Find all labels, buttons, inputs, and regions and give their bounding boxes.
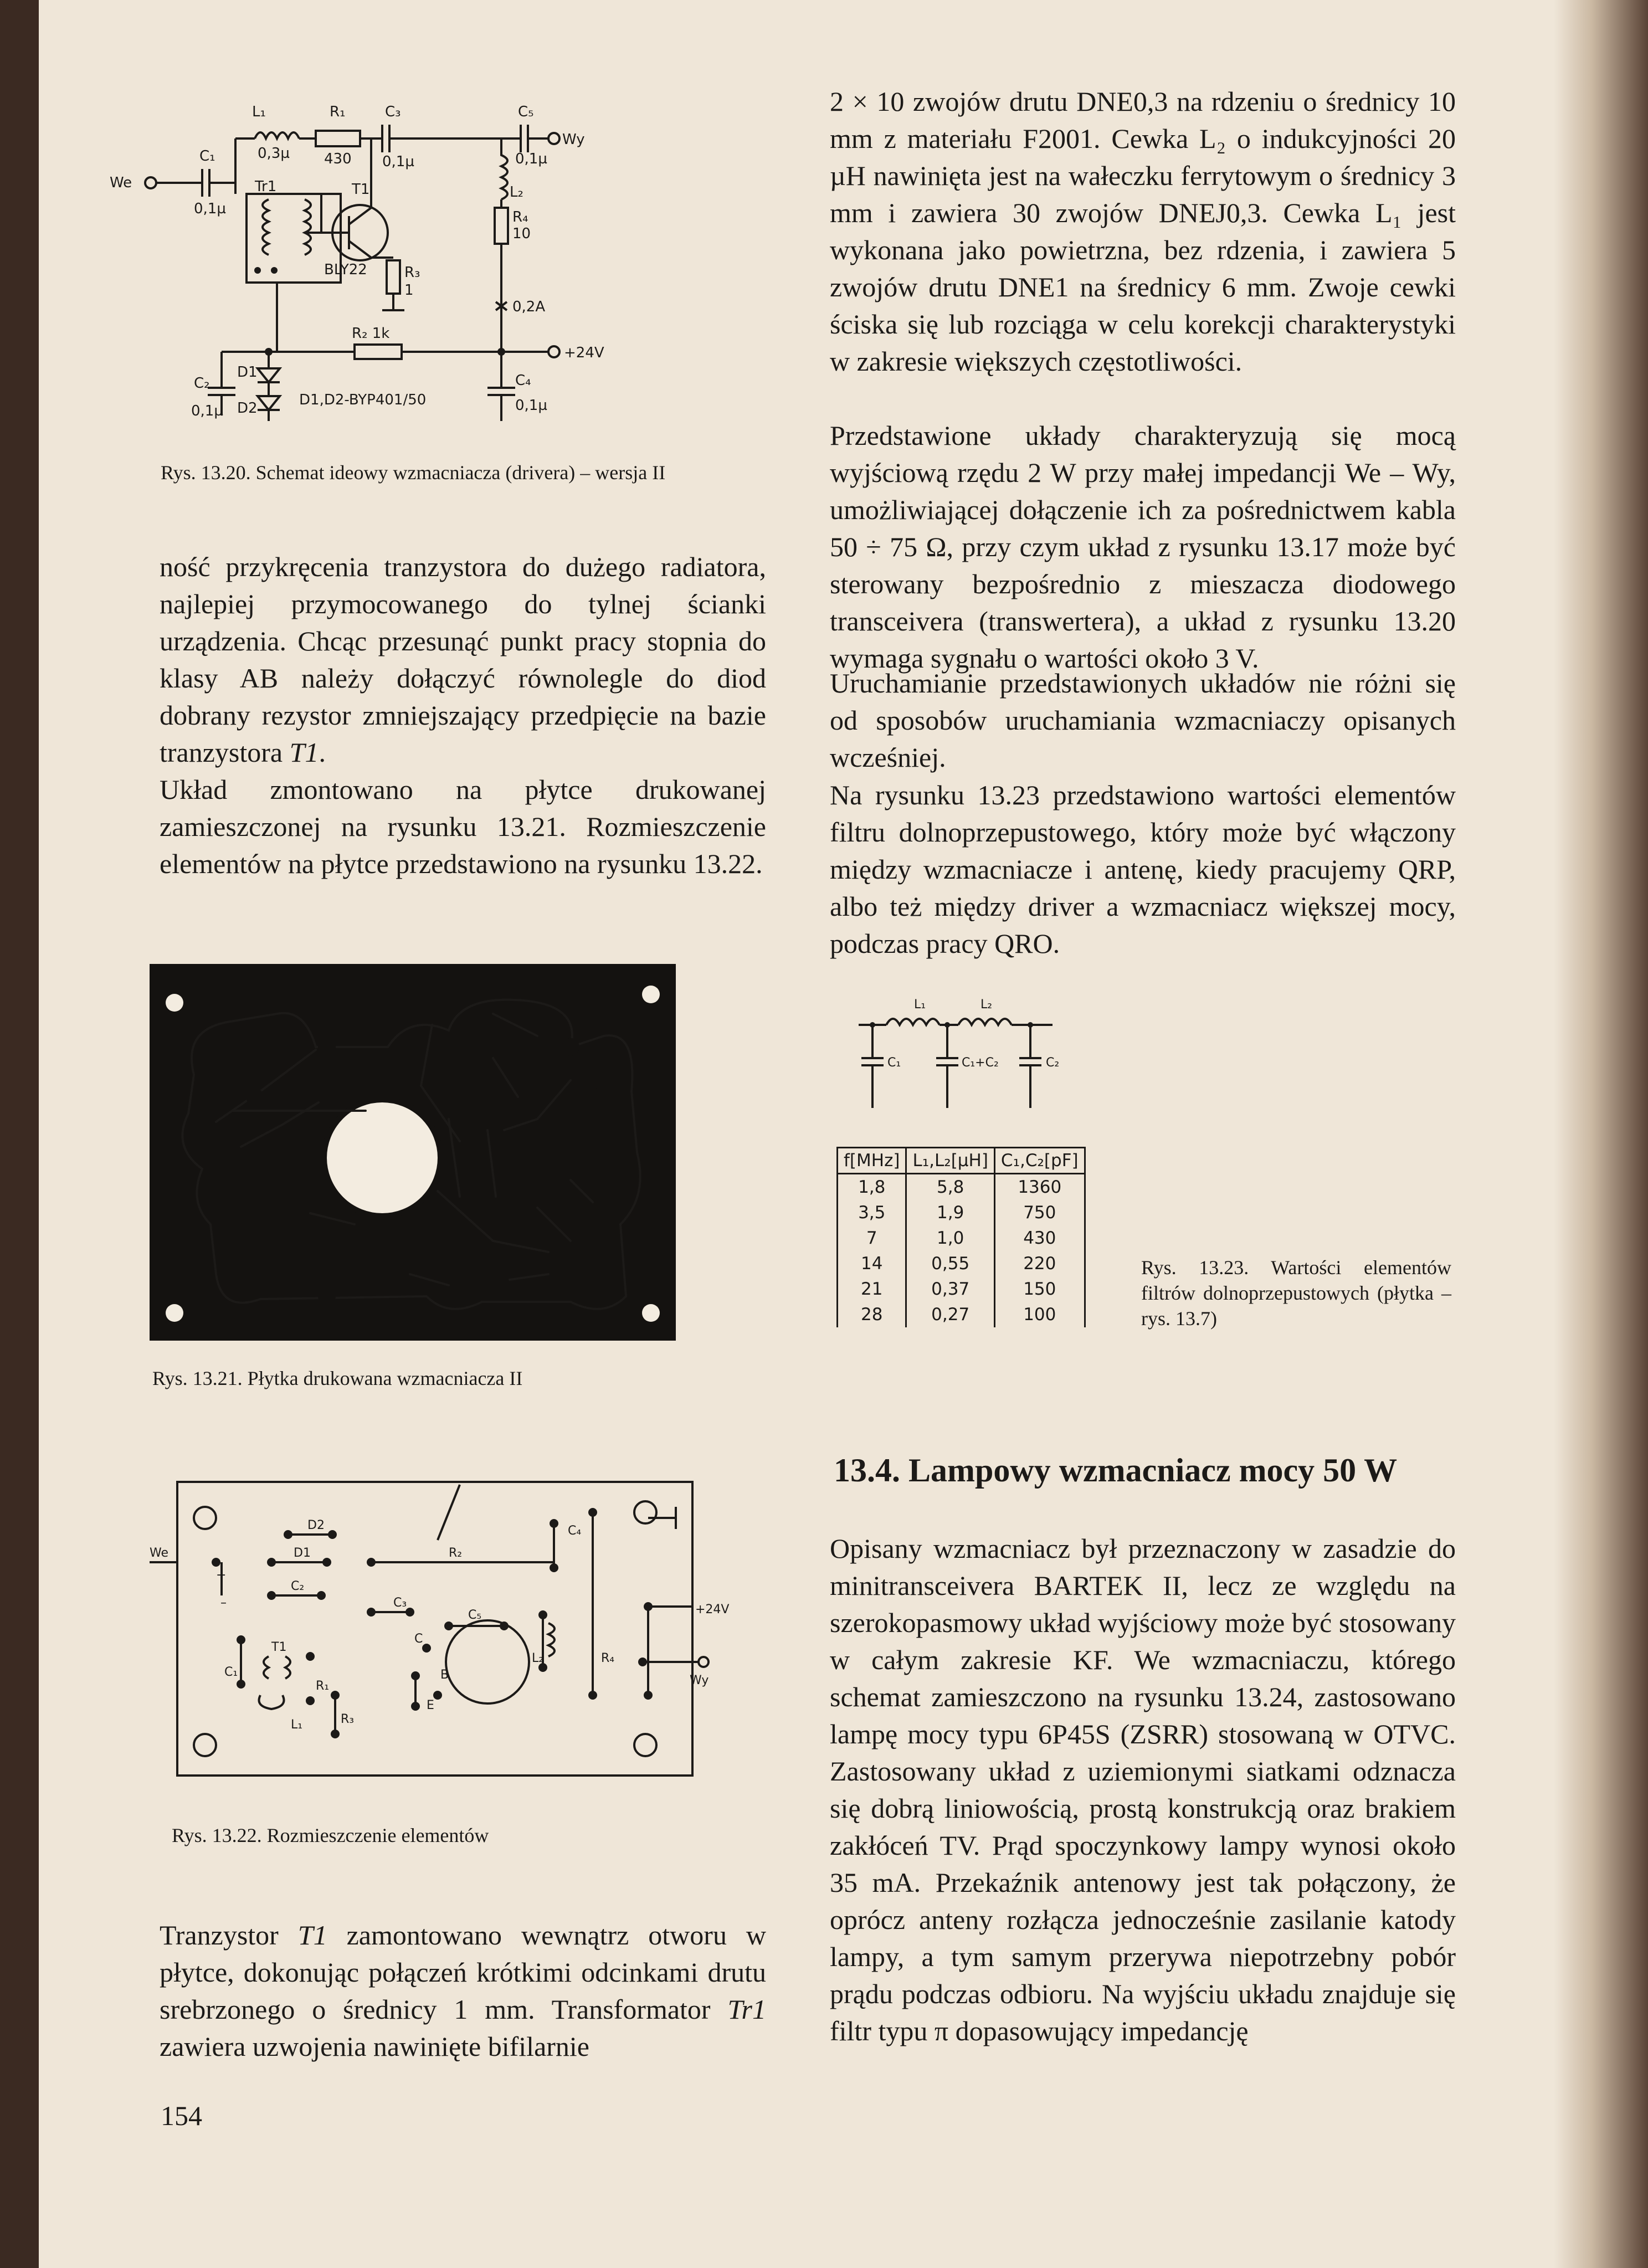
supply-terminal	[548, 346, 559, 357]
schematic-13-20	[110, 94, 615, 454]
left-paragraph-2: Układ zmontowano na płytce drukowanej zamieszczonej na rysunku 13.21. Rozmieszczenie elementów na płytce przedstawiono na rysunku 13.22.	[160, 774, 766, 879]
filter-label-c1: C₁	[887, 1056, 901, 1070]
filter-label-l2: L₂	[980, 998, 993, 1012]
label-r3: R₃	[404, 264, 420, 281]
label-r1: R₁	[330, 104, 346, 120]
layout-label-r3: R₃	[341, 1712, 355, 1726]
caption-13-20: Rys. 13.20. Schemat ideowy wzmacniacza (drivera) – wersja II	[161, 461, 666, 484]
layout-label-we: We	[150, 1546, 168, 1560]
layout-board-outline	[177, 1482, 692, 1776]
label-c2: C₂	[194, 375, 210, 392]
layout-label-c4: C₄	[568, 1524, 582, 1538]
label-r3-value: 1	[404, 282, 414, 299]
filter-coil-l2	[958, 1019, 1012, 1025]
layout-label-t1: T1	[271, 1640, 287, 1654]
caption-13-22: Rys. 13.22. Rozmieszczenie elementów	[172, 1824, 489, 1846]
label-wy: Wy	[562, 131, 585, 148]
layout-label-c2: C₂	[291, 1579, 305, 1593]
label-d2: D2	[237, 400, 258, 417]
right-paragraph-2: Przedstawione układy charakteryzują się mocą wyjściową rzędu 2 W przy małej impedancji We – Wy, umożliwiającej dołączenie ich za pośrednictwem kabla 50 ÷ 75 Ω, przy czym układ z rysunku 13.17 może być sterowany bezpośrednio z mieszacza diodowego transceivera (transwertera), a układ z rysunku 13.20 wymaga sygnału o wartości około 3 V.	[830, 420, 1456, 674]
layout-label-r4: R₄	[601, 1651, 615, 1665]
label-r4-value: 10	[512, 225, 531, 242]
layout-label-d1: D1	[294, 1546, 311, 1560]
layout-label-r2: R₂	[449, 1546, 463, 1560]
label-d1: D1	[237, 364, 258, 381]
label-c4-value: 0,1µ	[515, 397, 547, 414]
layout-label-e: E	[427, 1699, 434, 1712]
resistor-r3	[387, 260, 400, 294]
right-paragraph-4: Na rysunku 13.23 przedstawiono wartości elementów filtru dolnoprzepustowego, który może być włączony między wzmacniacze i antenę, kiedy pracujemy QRP, albo też między driver a wzmacniacz większej mocy, podczas pracy QRO.	[830, 779, 1456, 959]
right-paragraph-1: 2 × 10 zwojów drutu DNE0,3 na rdzeniu o średnicy 10 mm z materiału F2001. Cewka L₂ o indukcyjności 20 µH nawinięta jest na wałeczku ferrytowym o średnicy 3 mm i zawiera 30 zwojów DNEJ0,3. Cewka L₁ jest wykonana jako powietrzna, bez rdzenia, i zawiera 5 zwojów drutu DNE1 na średnicy 6 mm. Zwoje cewki ściska się lub rozciąga w celu korekcji charakterystyki w zakresie większych częstotliwości.	[830, 86, 1456, 377]
layout-label-r1: R₁	[316, 1679, 330, 1693]
coil-l1	[255, 132, 299, 138]
table-row: 21 0,37 150	[838, 1276, 1085, 1302]
layout-label-c: C	[414, 1632, 423, 1646]
label-tr1: Tr1	[255, 178, 277, 195]
left-paragraph-1: ność przykręcenia tranzystora do dużego radiatora, najlepiej przymocowanego do tylnej ścianki urządzenia. Chcąc przesunąć punkt pracy stopnia do klasy AB należy dołączyć równolegle do diod dobrany rezystor zmniejszający przedpięcie na bazie tranzystora T1.	[160, 551, 766, 768]
layout-label-wy: Wy	[690, 1674, 709, 1687]
layout-label-b: B	[440, 1668, 449, 1682]
layout-label-c5: C₅	[468, 1608, 482, 1622]
transistor-hole	[446, 1620, 529, 1703]
caption-13-21: Rys. 13.21. Płytka drukowana wzmacniacza II	[152, 1367, 523, 1389]
label-c1-value: 0,1µ	[194, 201, 226, 217]
input-terminal	[145, 177, 156, 188]
label-c1: C₁	[199, 148, 215, 165]
table-header-capacitance: C₁,C₂[pF]	[994, 1148, 1085, 1174]
table-row: 14 0,55 220	[838, 1251, 1085, 1276]
resistor-r4	[495, 208, 508, 244]
table-row: 3,5 1,9 750	[838, 1200, 1085, 1225]
layout-label-24v: +24V	[695, 1603, 730, 1617]
layout-label-l1: L₁	[291, 1718, 303, 1732]
pcb-13-21	[150, 964, 676, 1341]
left-paragraph-3: Tranzystor T1 zamontowano wewnątrz otworu w płytce, dokonując połączeń krótkimi odcinkami drutu srebrzonego o średnicy 1 mm. Transformator Tr1 zawiera uzwojenia nawinięte bifilarnie	[160, 1920, 767, 2062]
table-header-freq: f[MHz]	[838, 1148, 906, 1174]
filter-values-table	[836, 1147, 1086, 1327]
coil-l2	[501, 138, 507, 199]
table-row: 7 1,0 430	[838, 1225, 1085, 1251]
section-title: 13.4. Lampowy wzmacniacz mocy 50 W	[834, 1452, 1398, 1489]
label-we: We	[110, 175, 132, 191]
filter-coil-l1	[886, 1019, 939, 1025]
layout-label-c1: C₁	[224, 1665, 238, 1679]
page-gutter	[1554, 0, 1648, 2268]
label-r4: R₄	[512, 209, 528, 225]
table-row: 1,8 5,8 1360	[838, 1174, 1085, 1200]
resistor-r1	[316, 131, 360, 146]
label-l2: L₂	[510, 184, 523, 201]
layout-label-l2: L₂	[532, 1651, 544, 1665]
diode-d2	[258, 396, 280, 410]
label-c3-value: 0,1µ	[382, 153, 414, 170]
label-r1-value: 430	[324, 151, 352, 167]
label-l1: L₁	[252, 104, 266, 120]
label-c5-value: 0,1µ	[515, 151, 547, 167]
label-c4: C₄	[515, 372, 531, 389]
label-r2: R₂ 1k	[352, 325, 390, 342]
output-terminal	[548, 133, 559, 144]
label-l1-value: 0,3µ	[258, 145, 290, 162]
label-c5: C₅	[518, 104, 534, 120]
filter-label-c1c2: C₁+C₂	[962, 1056, 999, 1070]
right-paragraph-3: Uruchamianie przedstawionych układów nie różni się od sposobów uruchamiania wzmacniaczy opisanych wcześniej.	[830, 668, 1456, 773]
table-row: 28 0,27 100	[838, 1302, 1085, 1327]
right-paragraph-5: Opisany wzmacniacz był przeznaczony w zasadzie do minitransceivera BARTEK II, lecz ze względu na szerokopasmowy układ wyjściowy może być stosowany w całym zakresie KF. We wzmacniaczu, którego schemat zamieszczono na rysunku 13.24, zastosowano lampę mocy typu 6P45S (ZSRR) stosowaną w OTVC. Zastosowany układ z uziemionymi siatkami odznacza się dobrą liniowością, prostą konstrukcją oraz brakiem zakłóceń TV. Prąd spoczynkowy lampy wynosi około 35 mA. Przekaźnik antenowy jest tak połączony, że oprócz anteny rozłącza jednocześnie zasilanie katody lampy, a tym samym przerywa niepotrzebny pobór prądu podczas odbioru. Na wyjściu układu znajduje się filtr typu π dopasowujący impedancję	[830, 1533, 1456, 2046]
layout-label-plus: +	[216, 1568, 227, 1582]
label-c2-value: 0,1µ	[191, 403, 223, 419]
layout-13-22	[150, 1474, 730, 1806]
label-bly22: BLY22	[324, 261, 367, 278]
label-24v: +24V	[564, 345, 604, 361]
layout-label-c3: C₃	[393, 1596, 407, 1610]
label-t1: T1	[352, 181, 370, 198]
diode-d1	[258, 368, 280, 382]
layout-label-d2: D2	[307, 1518, 325, 1532]
label-diodes: D1,D2-BYP401/50	[299, 392, 427, 408]
filter-schematic-13-23	[853, 992, 1141, 1119]
label-current: 0,2A	[512, 299, 546, 315]
page-number: 154	[161, 2100, 202, 2131]
filter-label-c2: C₂	[1046, 1056, 1060, 1070]
table-header-inductance: L₁,L₂[µH]	[906, 1148, 994, 1174]
layout-label-minus: –	[220, 1596, 227, 1610]
filter-label-l1: L₁	[914, 998, 926, 1012]
caption-13-23: Rys. 13.23. Wartości elementów filtrów dolnoprzepustowych (płytka – rys. 13.7)	[1141, 1256, 1451, 1330]
label-c3: C₃	[385, 104, 401, 120]
resistor-r2	[355, 345, 402, 359]
